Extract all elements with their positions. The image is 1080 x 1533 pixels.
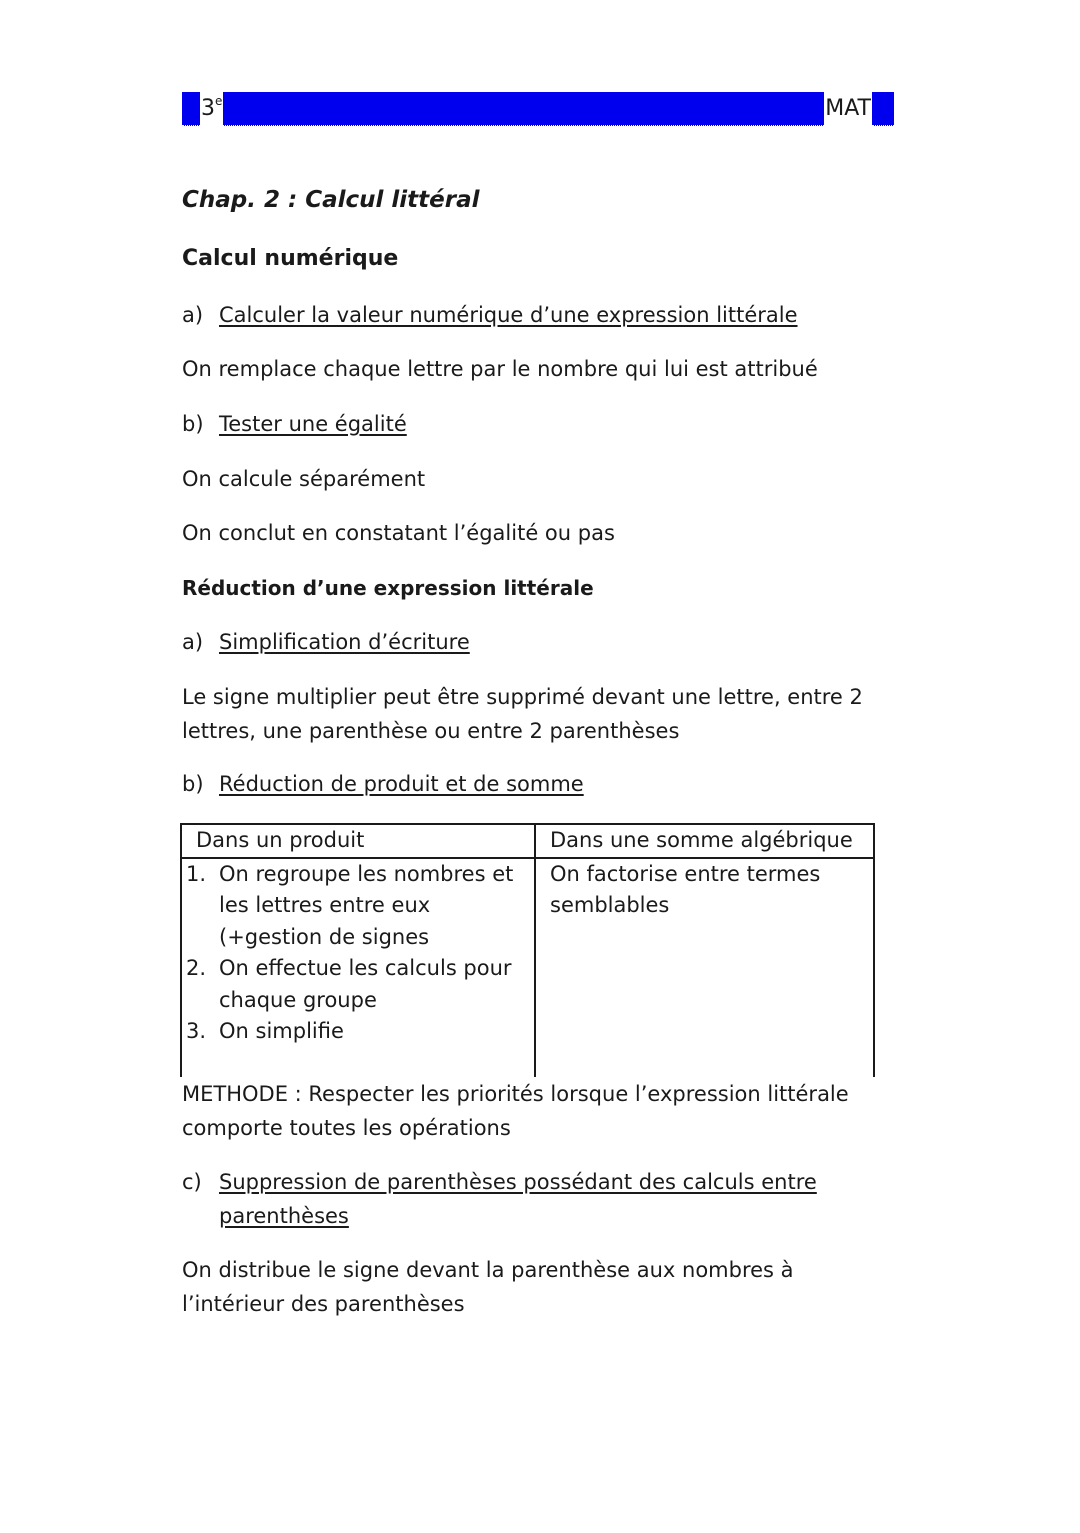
list-text: On simplifie — [219, 1019, 344, 1043]
reduction-table — [180, 823, 875, 1077]
paragraph: On conclut en constatant l’égalité ou pas — [182, 521, 615, 545]
section-heading-calcul-numerique: Calcul numérique — [182, 246, 399, 271]
chapter-title: Chap. 2 : Calcul littéral — [182, 187, 480, 213]
section-heading-reduction: Réduction d’une expression littérale — [182, 576, 594, 600]
header-fill — [872, 92, 894, 126]
list-text: On regroupe les nombres et les lettres entre eux (+gestion de signes — [219, 861, 514, 949]
header-fill — [182, 92, 200, 126]
table-header-row — [181, 824, 874, 858]
header-fill — [223, 92, 824, 126]
subsection-a-valeur-numerique — [182, 298, 894, 332]
item-marker: b) — [182, 772, 204, 796]
item-marker: b) — [182, 412, 204, 436]
table-header-cell: Dans un produit — [181, 824, 535, 858]
table-cell-product — [181, 858, 535, 1077]
list-number: 2. — [186, 956, 207, 980]
table-cell-sum: On factorise entre termes semblables — [535, 858, 874, 1077]
subsection-b-tester-egalite — [182, 407, 894, 441]
methode-note: METHODE : Respecter les priorités lorsque l’expression littérale comporte toutes les opérations — [182, 1082, 849, 1140]
paragraph: Le signe multiplier peut être supprimé devant une lettre, entre 2 lettres, une parenthèse ou entre 2 parenthèses — [182, 685, 863, 743]
subsection-label: Tester une égalité — [219, 412, 407, 436]
list-number: 1. — [186, 861, 207, 886]
page-header-bar — [182, 92, 894, 126]
subsection-label: Calculer la valeur numérique d’une expression littérale — [219, 303, 798, 327]
product-steps-list — [186, 859, 526, 1048]
subsection-label: Simplification d’écriture — [219, 630, 470, 654]
table-header-cell: Dans une somme algébrique — [535, 824, 874, 858]
header-class-label: 3e — [200, 92, 223, 126]
paragraph: On distribue le signe devant la parenthèse aux nombres à l’intérieur des parenthèses — [182, 1258, 794, 1316]
subsection-b-reduction — [182, 767, 894, 801]
list-text: On effectue les calculs pour chaque groupe — [219, 956, 512, 1012]
subsection-c-suppression — [182, 1165, 894, 1233]
paragraph: On calcule séparément — [182, 467, 426, 491]
subsection-label: Réduction de produit et de somme — [219, 772, 584, 796]
table-row — [181, 858, 874, 1077]
item-marker: a) — [182, 303, 204, 327]
header-subject-label: MAT — [824, 92, 872, 126]
paragraph: On remplace chaque lettre par le nombre qui lui est attribué — [182, 357, 818, 381]
list-item — [186, 953, 526, 1016]
list-item — [186, 1016, 526, 1048]
subsection-label: Suppression de parenthèses possédant des calculs entre parenthèses — [219, 1170, 817, 1228]
item-marker: a) — [182, 630, 204, 654]
item-marker: c) — [182, 1170, 202, 1194]
list-item — [186, 859, 526, 954]
list-number: 3. — [186, 1019, 207, 1043]
subsection-a-simplification — [182, 625, 894, 659]
